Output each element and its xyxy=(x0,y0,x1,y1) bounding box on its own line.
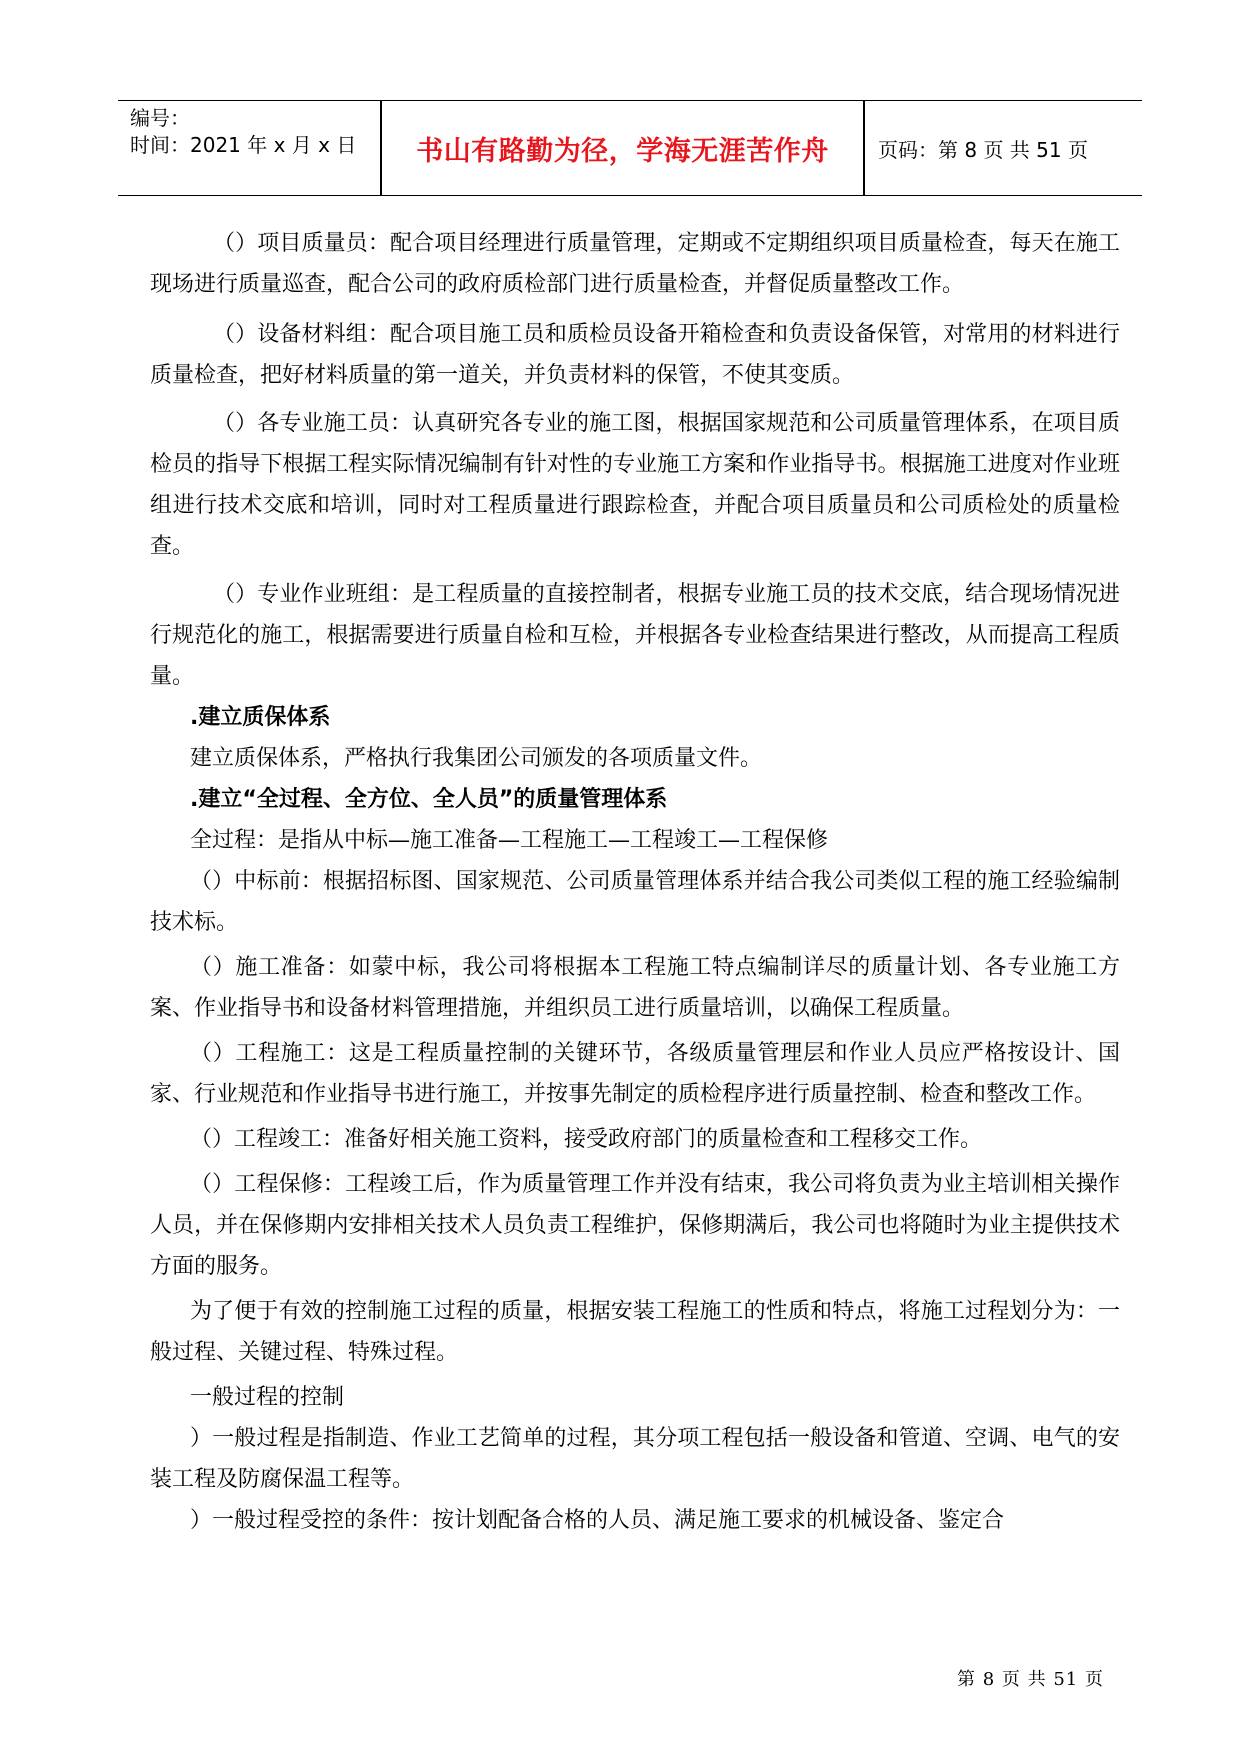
paragraph: 建立质保体系，严格执行我集团公司颁发的各项质量文件。 xyxy=(190,746,763,771)
page-footer: 第 8 页 共 51 页 xyxy=(957,1669,1104,1690)
document-body xyxy=(150,223,1120,1541)
paragraph: （）专业作业班组：是工程质量的直接控制者，根据专业施工员的技术交底，结合现场情况进行规范化的施工，根据需要进行质量自检和互检，并根据各专业检查结果进行整改，从而提高工程质量。 xyxy=(150,582,1120,689)
time-label: 时间：2021 年 x 月 x 日 xyxy=(130,133,357,157)
section-heading: .建立质保体系 xyxy=(190,705,331,730)
list-item: ）一般过程是指制造、作业工艺简单的过程，其分项工程包括一般设备和管道、空调、电气的安装工程及防腐保温工程等。 xyxy=(150,1426,1120,1492)
stage-item: （）施工准备：如蒙中标，我公司将根据本工程施工特点编制详尽的质量计划、各专业施工方案、作业指导书和设备材料管理措施，并组织员工进行质量培训，以确保工程质量。 xyxy=(150,955,1120,1021)
paragraph: 为了便于有效的控制施工过程的质量，根据安装工程施工的性质和特点，将施工过程划分为：一般过程、关键过程、特殊过程。 xyxy=(150,1299,1120,1365)
stage-item: （）工程保修：工程竣工后，作为质量管理工作并没有结束，我公司将负责为业主培训相关操作人员，并在保修期内安排相关技术人员负责工程维护，保修期满后，我公司也将随时为业主提供技术方面的服务。 xyxy=(150,1172,1120,1279)
paragraph: （）项目质量员：配合项目经理进行质量管理，定期或不定期组织项目质量检查，每天在施工现场进行质量巡查，配合公司的政府质检部门进行质量检查，并督促质量整改工作。 xyxy=(150,231,1120,297)
header-meta xyxy=(130,105,380,159)
paragraph: 一般过程的控制 xyxy=(190,1385,345,1410)
header-motto: 书山有路勤为径，学海无涯苦作舟 xyxy=(416,135,829,167)
stage-item: （）工程竣工：准备好相关施工资料，接受政府部门的质量检查和工程移交工作。 xyxy=(190,1127,983,1152)
stage-item: （）中标前：根据招标图、国家规范、公司质量管理体系并结合我公司类似工程的施工经验编制技术标。 xyxy=(150,869,1120,935)
header-page-info: 页码：第 8 页 共 51 页 xyxy=(878,137,1088,162)
document-header xyxy=(118,100,1142,196)
paragraph: （）各专业施工员：认真研究各专业的施工图，根据国家规范和公司质量管理体系，在项目质检员的指导下根据工程实际情况编制有针对性的专业施工方案和作业指导书。根据施工进度对作业班组进行技术交底和培训，同时对工程质量进行跟踪检查，并配合项目质量员和公司质检处的质量检查。 xyxy=(150,411,1120,559)
header-divider xyxy=(863,101,865,195)
paragraph: 全过程：是指从中标—施工准备—工程施工—工程竣工—工程保修 xyxy=(190,828,829,853)
section-heading: .建立“全过程、全方位、全人员”的质量管理体系 xyxy=(190,787,668,812)
list-item: ）一般过程受控的条件：按计划配备合格的人员、满足施工要求的机械设备、鉴定合 xyxy=(190,1508,1005,1533)
number-label: 编号： xyxy=(130,106,190,130)
paragraph: （）设备材料组：配合项目施工员和质检员设备开箱检查和负责设备保管，对常用的材料进行质量检查，把好材料质量的第一道关，并负责材料的保管，不使其变质。 xyxy=(150,322,1120,388)
stage-item: （）工程施工：这是工程质量控制的关键环节，各级质量管理层和作业人员应严格按设计、国家、行业规范和作业指导书进行施工，并按事先制定的质检程序进行质量控制、检查和整改工作。 xyxy=(150,1041,1120,1107)
